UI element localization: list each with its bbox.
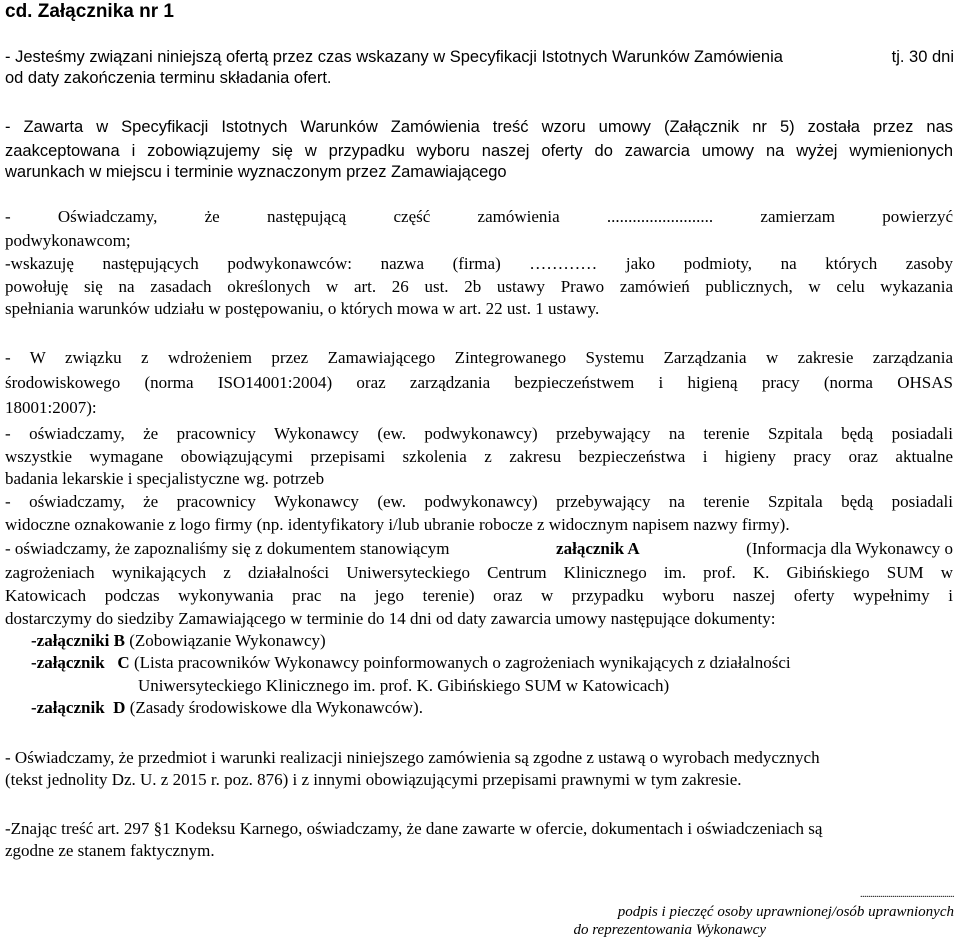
criminal-code-line-1: -Znając treść art. 297 §1 Kodeksu Karnego, oświadczamy, że dane zawarte w ofercie, dokumentach i oświadczeniach są: [5, 819, 823, 838]
training-line-3: badania lekarskie i specjalistyczne wg. potrzeb: [5, 469, 325, 488]
criminal-code-line-2: zgodne ze stanem faktycznym.: [5, 841, 215, 860]
attachment-d-letter: D: [113, 698, 126, 717]
attachment-c-desc-line-2: Uniwersyteckiego Klinicznego im. prof. K. Gibińskiego SUM w Katowicach): [138, 676, 670, 695]
hazard-info-line-3: Katowicach podczas wykonywania prac na jego terenie) oraz w przypadku wyboru naszej oferty wypełnimy i: [5, 586, 953, 605]
attachment-b-label: -załączniki: [31, 631, 110, 650]
contract-acceptance-line-1: - Zawarta w Specyfikacji Istotnych Warunków Zamówienia treść wzoru umowy (Załącznik nr 5) została przez nas: [5, 118, 953, 136]
signature-caption-line-2: do reprezentowania Wykonawcy: [573, 922, 766, 938]
attachment-d-item: [31, 697, 423, 719]
page-title: cd. Załącznika nr 1: [5, 1, 174, 22]
hazard-info-line-4: dostarczymy do siedziby Zamawiającego w terminie do 14 dni od daty zawarcia umowy następujące dokumenty:: [5, 609, 776, 628]
attachment-b-letter: B: [113, 631, 125, 650]
medical-devices-line-2: (tekst jednolity Dz. U. z 2015 r. poz. 876) i z innymi obowiązującymi przepisami prawnymi w tym zakresie.: [5, 770, 742, 789]
attachment-b-desc: (Zobowiązanie Wykonawcy): [129, 631, 326, 650]
subcontracting-line-2: podwykonawcom;: [5, 231, 131, 250]
training-line-2: wszystkie wymagane obowiązującymi przepisami szkolenia z zakresu bezpieczeństwa i higieny pracy oraz aktualne: [5, 447, 953, 466]
attachment-d-desc: (Zasady środowiskowe dla Wykonawców).: [129, 698, 423, 717]
attachment-c-desc: (Lista pracowników Wykonawcy poinformowanych o zagrożeniach wynikających z działalności: [133, 653, 791, 672]
hazard-info-line-2: zagrożeniach wynikających z działalności Uniwersyteckiego Centrum Klinicznego im. prof. K. Gibińskiego SUM w: [5, 563, 953, 582]
attachment-b-item: [31, 630, 326, 652]
attachment-c-letter: C: [117, 653, 130, 672]
attachment-a-label: załącznik A: [556, 539, 640, 558]
signature-dots: ...............................................: [860, 889, 954, 900]
subcontracting-line-1: - Oświadczamy, że następującą część zamówienia ......................... zamierzam powierzyć: [5, 207, 953, 226]
hazard-info-text-a: - oświadczamy, że zapoznaliśmy się z dokumentem stanowiącym: [5, 539, 450, 558]
contract-acceptance-line-3: warunkach w miejscu i terminie wyznaczonym przez Zamawiającego: [5, 163, 507, 181]
attachment-c-label: -załącznik: [31, 653, 105, 672]
hazard-info-text-c: (Informacja dla Wykonawcy o: [746, 539, 953, 558]
training-line-1: - oświadczamy, że pracownicy Wykonawcy (ew. podwykonawcy) przebywający na terenie Szpitala będą posiadali: [5, 424, 953, 443]
subcontracting-line-3: -wskazuję następujących podwykonawców: nazwa (firma) ………… jako podmioty, na których zasoby: [5, 254, 953, 273]
subcontracting-line-4: powołuję się na zasadach określonych w art. 26 ust. 2b ustawy Prawo zamówień publicznych, w celu wykazania: [5, 277, 953, 296]
contract-acceptance-line-2: zaakceptowana i zobowiązujemy się w przypadku wyboru naszej oferty do zawarcia umowy na wyżej wymienionych: [5, 142, 953, 160]
marking-line-2: widoczne oznakowanie z logo firmy (np. identyfikatory i/lub ubranie robocze z widocznym napisem nazwy firmy).: [5, 515, 790, 534]
management-system-line-1: - W związku z wdrożeniem przez Zamawiającego Zintegrowanego Systemu Zarządzania w zakresie zarządzania: [5, 348, 953, 367]
offer-validity-line-2: od daty zakończenia terminu składania ofert.: [5, 69, 332, 87]
offer-validity-line-1: - Jesteśmy związani niniejszą ofertą przez czas wskazany w Specyfikacji Istotnych Warunków Zamówienia: [5, 48, 783, 66]
marking-line-1: - oświadczamy, że pracownicy Wykonawcy (ew. podwykonawcy) przebywający na terenie Szpitala będą posiadali: [5, 492, 953, 511]
management-system-line-3: 18001:2007):: [5, 398, 97, 417]
subcontracting-line-5: spełniania warunków udziału w postępowaniu, o których mowa w art. 22 ust. 1 ustawy.: [5, 299, 600, 318]
hazard-info-line-1: [5, 538, 953, 560]
management-system-line-2: środowiskowego (norma ISO14001:2004) oraz zarządzania bezpieczeństwem i higieną pracy (norma OHSAS: [5, 373, 953, 392]
offer-validity-days: tj. 30 dni: [891, 48, 954, 66]
attachment-c-item: [31, 652, 791, 674]
signature-caption-line-1: podpis i pieczęć osoby uprawnionej/osób uprawnionych: [617, 904, 954, 920]
attachment-d-label: -załącznik: [31, 698, 105, 717]
medical-devices-line-1: - Oświadczamy, że przedmiot i warunki realizacji niniejszego zamówienia są zgodne z ustawą o wyrobach medycznych: [5, 748, 820, 767]
